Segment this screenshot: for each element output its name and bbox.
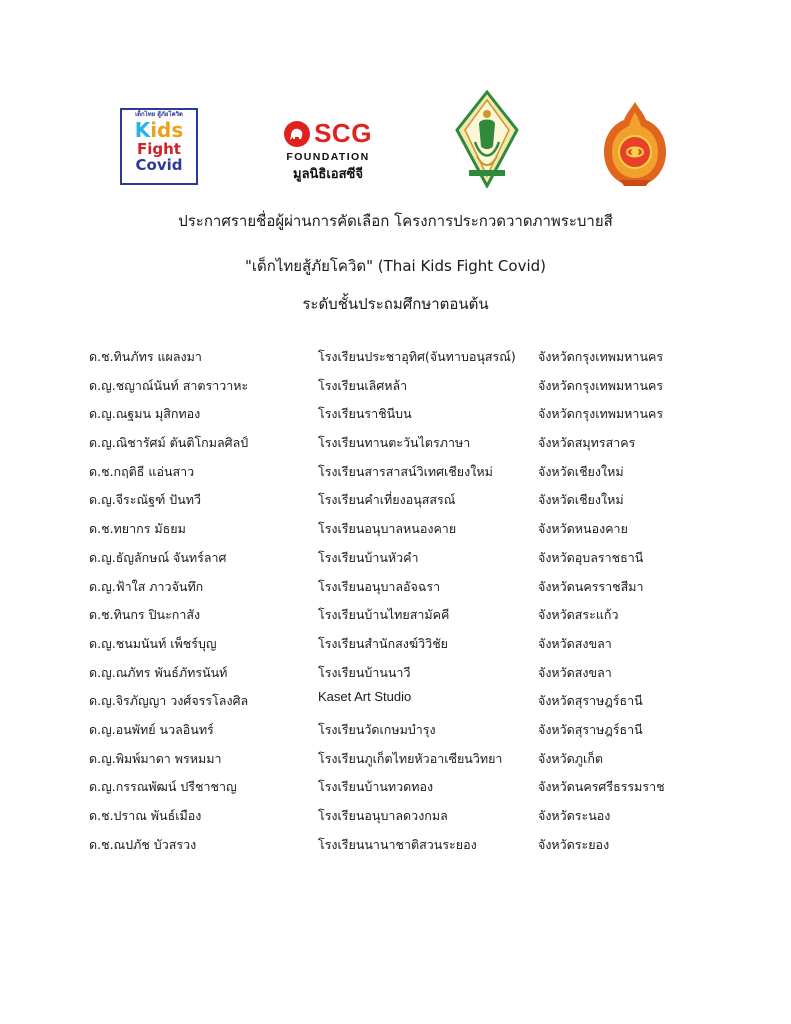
- winner-name: ด.ช.ทินกร ปินะกาสัง: [89, 607, 201, 623]
- winner-school: โรงเรียนคำเที่ยงอนุสสรณ์: [318, 492, 456, 508]
- orange-emblem-icon: [600, 100, 670, 188]
- winner-name: ด.ช.ทยากร มัธยม: [89, 521, 186, 537]
- winner-school: โรงเรียนบ้านหัวคำ: [318, 549, 419, 565]
- winner-province: จังหวัดกรุงเทพมหานคร: [538, 349, 664, 364]
- scg-brand-row: [277, 118, 379, 149]
- winner-name: ด.ญ.ณภัทร พันธ์ภัทรนันท์: [89, 664, 228, 680]
- announcement-title: ประกาศรายชื่อผู้ผ่านการคัดเลือก โครงการประกวดวาดภาพระบายสี: [178, 212, 613, 230]
- list-item: [0, 519, 791, 548]
- winner-name: ด.ญ.ธัญลักษณ์ จันทร์ลาศ: [89, 549, 227, 565]
- winner-school: Kaset Art Studio: [318, 689, 412, 705]
- winner-school: โรงเรียนอนุบาลอัจฉรา: [318, 578, 441, 594]
- winner-school: โรงเรียนวัดเกษมบำรุง: [318, 721, 436, 737]
- list-item: [0, 490, 791, 519]
- winner-province: จังหวัดภูเก็ต: [538, 750, 604, 766]
- kids-fight-covid-logo: [120, 108, 198, 185]
- kids-logo-line1: [122, 120, 196, 140]
- winner-province: จังหวัดสุราษฎร์ธานี: [538, 693, 643, 709]
- winner-school: โรงเรียนนานาชาติสวนระยอง: [318, 836, 477, 852]
- winners-list: [0, 347, 791, 863]
- list-item: [0, 720, 791, 749]
- winner-name: ด.ช.ณปภัช บัวสรวง: [89, 836, 197, 852]
- winner-school: โรงเรียนบ้านนาวี: [318, 664, 411, 680]
- winner-name: ด.ญ.ณิชารัศม์ ตันติโกมลศิลป์: [89, 435, 249, 451]
- kids-logo-k: K: [134, 118, 151, 142]
- winner-school: โรงเรียนอนุบาลหนองคาย: [318, 521, 457, 537]
- list-item: [0, 634, 791, 663]
- scg-thai-text: มูลนิธิเอสซีจี: [293, 167, 363, 182]
- winner-province: จังหวัดเชียงใหม่: [538, 492, 624, 508]
- winner-school: โรงเรียนบ้านทวดทอง: [318, 779, 434, 795]
- winner-province: จังหวัดกรุงเทพมหานคร: [538, 377, 664, 393]
- winner-province: จังหวัดหนองคาย: [538, 521, 628, 537]
- list-item: [0, 806, 791, 835]
- project-name: "เด็กไทยสู้ภัยโควิด" (Thai Kids Fight Covid): [244, 257, 547, 275]
- winner-province: จังหวัดเชียงใหม่: [538, 463, 624, 479]
- winner-school: โรงเรียนสารสาสน์วิเทศเชียงใหม่: [318, 463, 493, 479]
- winner-province: จังหวัดอุบลราชธานี: [538, 549, 644, 565]
- scg-foundation-text: FOUNDATION: [286, 151, 370, 163]
- winner-name: ด.ช.กฤติธี แอ่นสาว: [89, 463, 195, 479]
- winner-name: ด.ช.ปราณ พันธ์เมือง: [89, 808, 202, 823]
- winner-school: โรงเรียนเลิศหล้า: [318, 377, 408, 393]
- green-emblem-icon: [455, 90, 519, 188]
- winner-name: ด.ญ.ฟ้าใส ภาวจันทึก: [89, 578, 204, 594]
- kids-logo-tagline: เด็กไทย สู้ภัยโควิด: [135, 111, 183, 118]
- winner-province: จังหวัดสุราษฎร์ธานี: [538, 721, 643, 737]
- winner-name: ด.ญ.ชญาณ์นันท์ สาตราวาหะ: [89, 377, 249, 393]
- list-item: [0, 691, 791, 720]
- winner-province: จังหวัดระยอง: [538, 836, 610, 852]
- list-item: [0, 663, 791, 692]
- winner-name: ด.ญ.ณฐมน มุสิกทอง: [89, 406, 201, 422]
- winner-name: ด.ญ.พิมพ์มาดา พรหมมา: [89, 750, 222, 766]
- list-item: [0, 577, 791, 606]
- winner-province: จังหวัดกรุงเทพมหานคร: [538, 406, 664, 422]
- list-item: [0, 835, 791, 864]
- winner-school: โรงเรียนราชินีบน: [318, 406, 412, 422]
- scg-brand-text: SCG: [314, 118, 372, 148]
- list-item: [0, 548, 791, 577]
- winner-school: โรงเรียนอนุบาลดวงกมล: [318, 808, 448, 823]
- winner-name: ด.ญ.จีระณัฐฑ์ ปันทวี: [89, 492, 202, 508]
- kids-logo-line3: Covid: [135, 156, 183, 174]
- winner-province: จังหวัดสงขลา: [538, 664, 612, 680]
- winner-province: จังหวัดสระแก้ว: [538, 607, 619, 623]
- list-item: [0, 404, 791, 433]
- list-item: [0, 376, 791, 405]
- winner-name: ด.ญ.จิรภัญญา วงศ์จรรโลงศิล: [89, 693, 249, 709]
- list-item: [0, 605, 791, 634]
- winner-province: จังหวัดสงขลา: [538, 635, 612, 651]
- winner-school: โรงเรียนทานตะวันไตรภาษา: [318, 435, 471, 451]
- winner-name: ด.ญ.ชนมนันท์ เพ็ชร์บุญ: [89, 635, 217, 651]
- winner-school: โรงเรียนบ้านไทยสามัคคี: [318, 607, 450, 623]
- logo-row: [0, 90, 791, 195]
- elephant-icon: [284, 121, 310, 147]
- list-item: [0, 347, 791, 376]
- winner-name: ด.ญ.อนพัทย์ นวลอินทร์: [89, 721, 214, 737]
- winner-province: จังหวัดระนอง: [538, 808, 611, 823]
- winner-school: โรงเรียนสำนักสงฆ์วิวิชัย: [318, 635, 449, 651]
- winner-school: โรงเรียนประชาอุทิศ(จันทาบอนุสรณ์): [318, 349, 516, 364]
- kids-logo-line2: Fight: [137, 140, 181, 158]
- list-item: [0, 777, 791, 806]
- winner-name: ด.ช.ทินภัทร แผลงมา: [89, 349, 202, 364]
- list-item: [0, 462, 791, 491]
- winner-province: จังหวัดสมุทรสาคร: [538, 435, 636, 451]
- winner-province: จังหวัดนครศรีธรรมราช: [538, 779, 665, 795]
- winner-school: โรงเรียนภูเก็ตไทยหัวอาเซียนวิทยา: [318, 750, 503, 766]
- list-item: [0, 749, 791, 778]
- winner-name: ด.ญ.กรรณพัฒน์ ปรีชาชาญ: [89, 779, 237, 795]
- education-level: ระดับชั้นประถมศึกษาตอนต้น: [302, 295, 489, 313]
- kids-logo-ids: ids: [150, 118, 184, 142]
- scg-foundation-logo: [277, 118, 379, 182]
- winner-province: จังหวัดนครราชสีมา: [538, 578, 644, 594]
- list-item: [0, 433, 791, 462]
